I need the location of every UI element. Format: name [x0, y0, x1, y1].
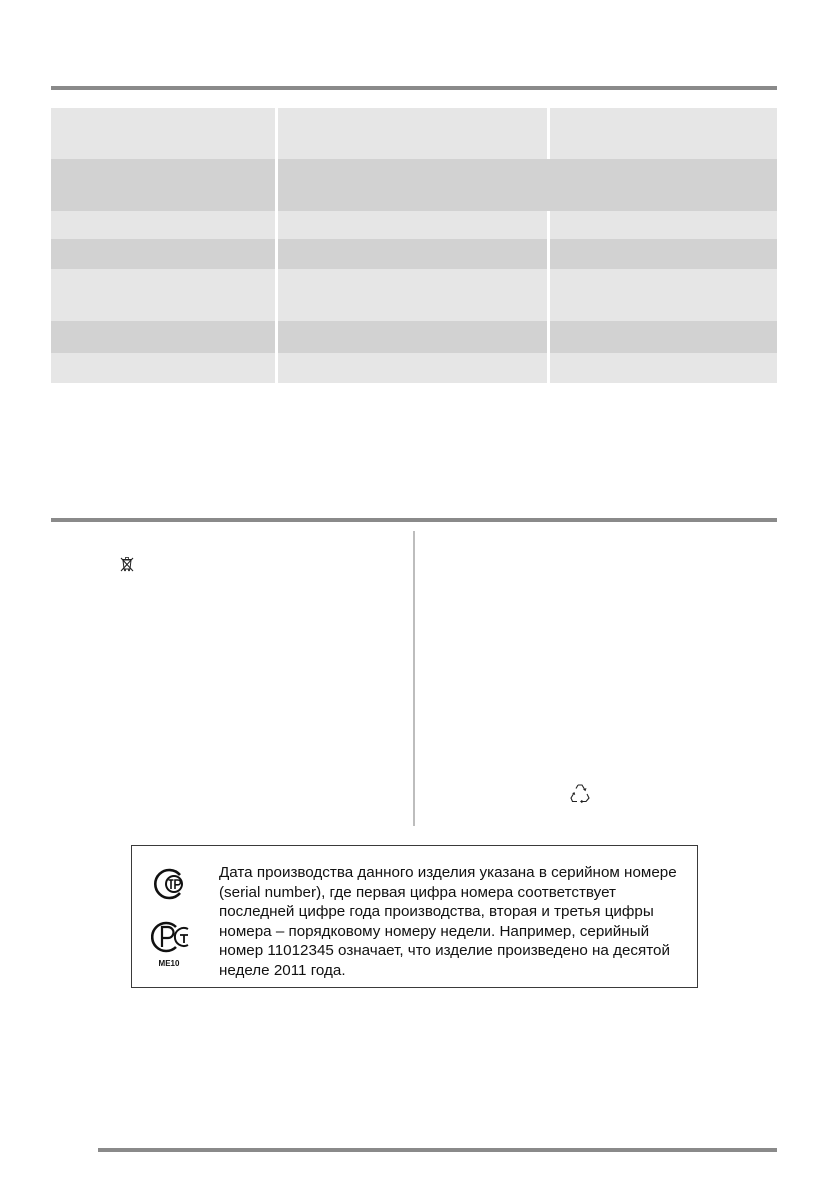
table-row — [51, 353, 777, 383]
rst-mark-icon — [151, 919, 191, 955]
table-row — [51, 211, 777, 239]
table-row — [51, 108, 777, 159]
top-header-rule — [51, 86, 777, 90]
table-column-divider — [275, 211, 278, 383]
table-row — [51, 239, 777, 269]
table-column-divider — [547, 211, 550, 383]
footer-rule — [98, 1148, 777, 1152]
eac-mark-icon — [152, 866, 188, 902]
column-divider — [413, 531, 415, 826]
table-column-divider — [275, 108, 278, 159]
table-row — [51, 269, 777, 321]
table-column-divider — [547, 108, 550, 159]
manufacture-date-notice — [131, 845, 698, 988]
recycle-icon — [569, 782, 591, 804]
table-column-divider — [275, 159, 278, 211]
section-header-rule — [51, 518, 777, 522]
manufacture-date-text: Дата производства данного изделия указана в серийном номере (serial number), где первая цифра номера соответствует последней цифре года производства, вторая и третья цифры номера – порядковому номеру недели. Например, серийный номер 11012345 означает, что изделие произведено на десятой неделе 2011 года. — [219, 864, 677, 979]
table-row — [51, 321, 777, 353]
table-row — [51, 159, 777, 211]
specification-table — [51, 108, 777, 383]
model-code-label: ME10 — [158, 959, 180, 968]
crossed-out-wheelie-bin-icon — [119, 556, 135, 573]
